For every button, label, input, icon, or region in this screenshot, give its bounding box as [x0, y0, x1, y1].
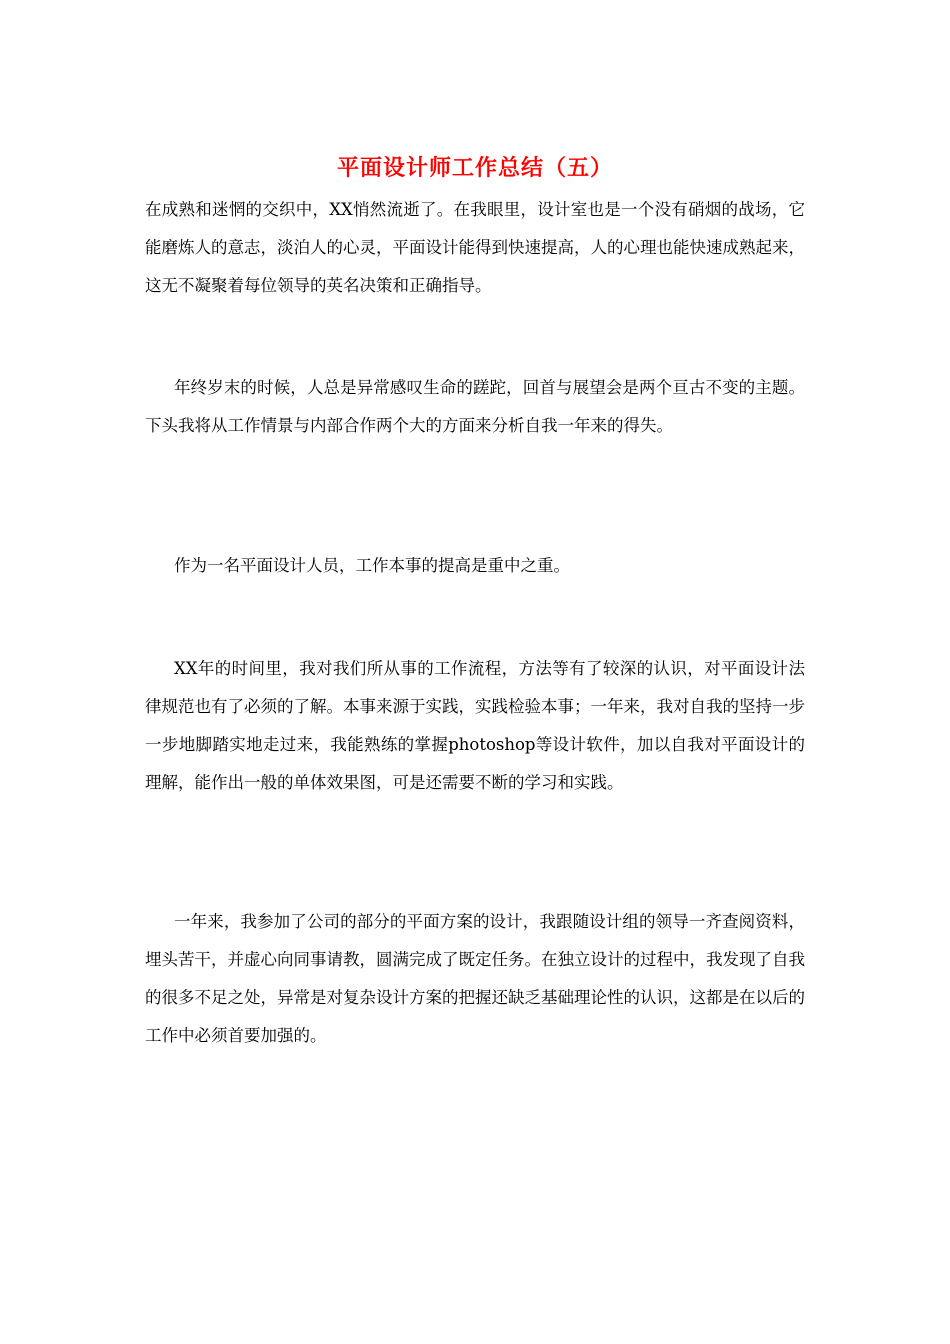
paragraph-intro: 在成熟和迷惘的交织中，XX悄然流逝了。在我眼里，设计室也是一个没有硝烟的战场，它能磨炼人的意志，淡泊人的心灵，平面设计能得到快速提高，人的心理也能快速成熟起来，这无不凝聚着每位领导的英名决策和正确指导。 [145, 200, 805, 295]
paragraph-ability: 作为一名平面设计人员，工作本事的提高是重中之重。 [174, 556, 570, 575]
paragraph-projects: 一年来，我参加了公司的部分的平面方案的设计，我跟随设计组的领导一齐查阅资料，埋头苦干，并虚心向同事请教，圆满完成了既定任务。在独立设计的过程中，我发现了自我的很多不足之处，异常是对复杂设计方案的把握还缺乏基础理论性的认识，这都是在以后的工作中必须首要加强的。 [145, 912, 805, 1045]
paragraph-year-end: 年终岁末的时候，人总是异常感叹生命的蹉跎，回首与展望会是两个亘古不变的主题。下头我将从工作情景与内部合作两个大的方面来分析自我一年来的得失。 [145, 378, 805, 435]
paragraph-workflow: XX年的时间里，我对我们所从事的工作流程，方法等有了较深的认识，对平面设计法律规范也有了必须的了解。本事来源于实践，实践检验本事；一年来，我对自我的坚持一步一步地脚踏实地走过来，我能熟练的掌握photoshop等设计软件，加以自我对平面设计的理解，能作出一般的单体效果图，可是还需要不断的学习和实践。 [145, 659, 805, 792]
document-title: 平面设计师工作总结（五） [336, 155, 613, 181]
